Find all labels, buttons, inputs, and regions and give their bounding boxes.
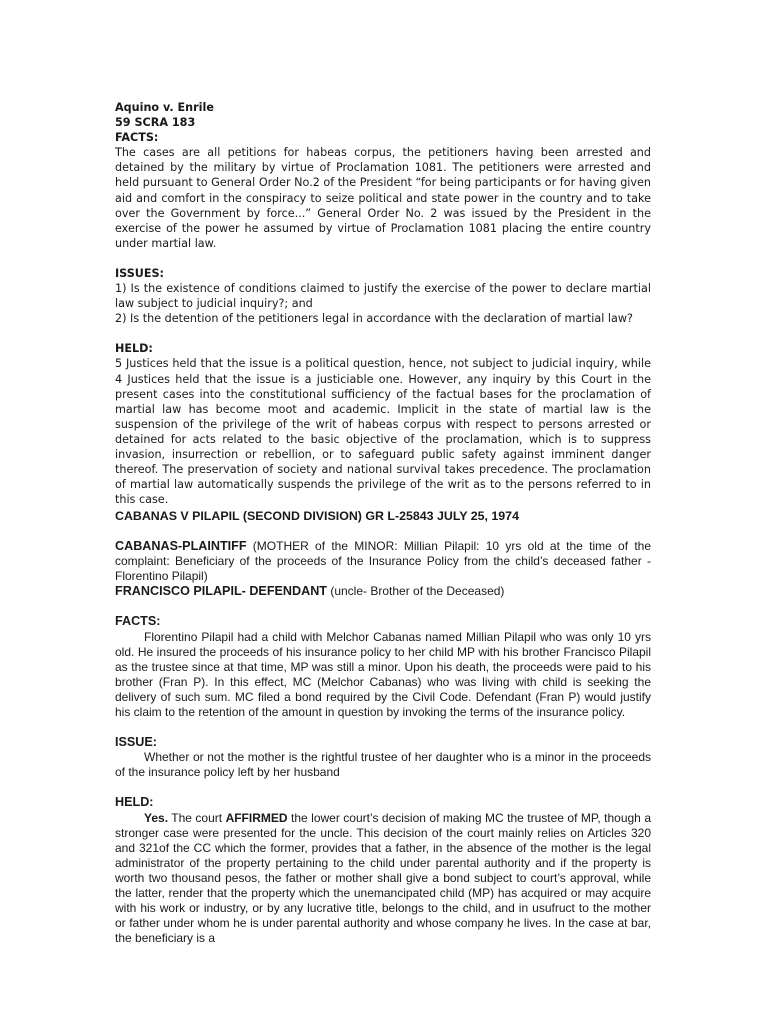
issue-heading: ISSUE: (115, 735, 157, 750)
held-paragraph: 5 Justices held that the issue is a political question, hence, not subject to judicial inquiry, while 4 Justices held that the issue is a justiciable one. However, any inquiry by this Court in the present cases into the constitutional sufficiency of the factual bases for the proclamation of martial law has become moot and academic. Implicit in the state of martial law is the suspension of the privilege of the writ of habeas corpus with respect to persons arrested or detained for acts related to the basic objective of the proclamation, which is to suppress invasion, insurrection or rebellion, or to safeguard public safety against imminent danger thereof. The preservation of society and national survival takes precedence. The proclamation of martial law automatically suspends the privilege of the writ as to the persons referred to in this case. (115, 357, 651, 507)
facts-heading: FACTS: (115, 614, 161, 629)
case-title: Aquino v. Enrile (115, 101, 214, 114)
facts-paragraph: The cases are all petitions for habeas corpus, the petitioners having been arrested and detained by the military by virtue of Proclamation 1081. The petitioners were arrested and held pursuant to General Order No.2 of the President “for being participants or for having given aid and comfort in the conspiracy to seize political and state power in the country and to take over the Government by force...” General Order No. 2 was issued by the President in the exercise of the power he assumed by virtue of Proclamation 1081 placing the entire country under martial law. (115, 146, 651, 250)
facts-heading: FACTS: (115, 131, 159, 145)
defendant-label: FRANCISCO PILAPIL- DEFENDANT (115, 584, 327, 599)
held-text-1: The court (168, 810, 226, 825)
issue-item-2: 2) Is the detention of the petitioners legal in accordance with the declaration of martial law? (115, 312, 633, 326)
issue-item-1: 1) Is the existence of conditions claimed to justify the exercise of the power to declare martial law subject to judicial inquiry?; and (115, 282, 651, 311)
issue-paragraph: Whether or not the mother is the rightful trustee of her daughter who is a minor in the proceeds of the insurance policy left by her husband (115, 750, 651, 780)
facts-paragraph: Florentino Pilapil had a child with Melchor Cabanas named Millian Pilapil who was only 10 yrs old. He insured the proceeds of his insurance policy to her child MP with his brother Francisco Pilapil as the trustee since at that time, MP was still a minor. Upon his death, the proceeds were paid to his brother (Fran P). In this effect, MC (Melchor Cabanas) who was living with child is seeking the delivery of such sum. MC filed a bond required by the Civil Code. Defendant (Fran P) would justify his claim to the retention of the amount in question by invoking the terms of the insurance policy. (115, 629, 651, 720)
defendant-paragraph (115, 584, 651, 599)
held-heading: HELD: (115, 342, 153, 356)
case-title: CABANAS V PILAPIL (SECOND DIVISION) GR L-25843 JULY 25, 1974 (115, 509, 519, 523)
held-yes: Yes. (144, 810, 169, 825)
held-paragraph (115, 811, 651, 947)
case-citation: 59 SCRA 183 (115, 116, 196, 130)
held-affirmed: AFFIRMED (225, 810, 288, 825)
held-heading: HELD: (115, 795, 154, 810)
plaintiff-label: CABANAS-PLAINTIFF (115, 539, 247, 554)
defendant-description: (uncle- Brother of the Deceased) (327, 584, 505, 599)
issues-heading: ISSUES: (115, 266, 165, 280)
plaintiff-description: (MOTHER of the MINOR: Millian Pilapil: 10 yrs old at the time of the complaint: Beneficiary of the proceeds of the Insurance Policy from the child’s deceased father -Florentino Pilapil) (115, 539, 651, 584)
plaintiff-paragraph (115, 539, 651, 584)
case-aquino-v-enrile (115, 100, 651, 507)
held-text-2: the lower court’s decision of making MC the trustee of MP, though a stronger case were presented for the uncle. This decision of the court mainly relies on Articles 320 and 321of the CC which the former, provides that a father, in the absence of the mother is the legal administrator of the property pertaining to the child under parental authority and if the property is worth two thousand pesos, the father or mother shall give a bond subject to court’s approval, while the latter, render that the property which the unemancipated child (MP) has acquired or may acquire with his work or industry, or by any lucrative title, belongs to the child, and in usufruct to the mother or father under whom he is under parental authority and whose company he lives. In the case at bar, the beneficiary is a (115, 810, 651, 946)
case-cabanas-v-pilapil (115, 509, 651, 946)
